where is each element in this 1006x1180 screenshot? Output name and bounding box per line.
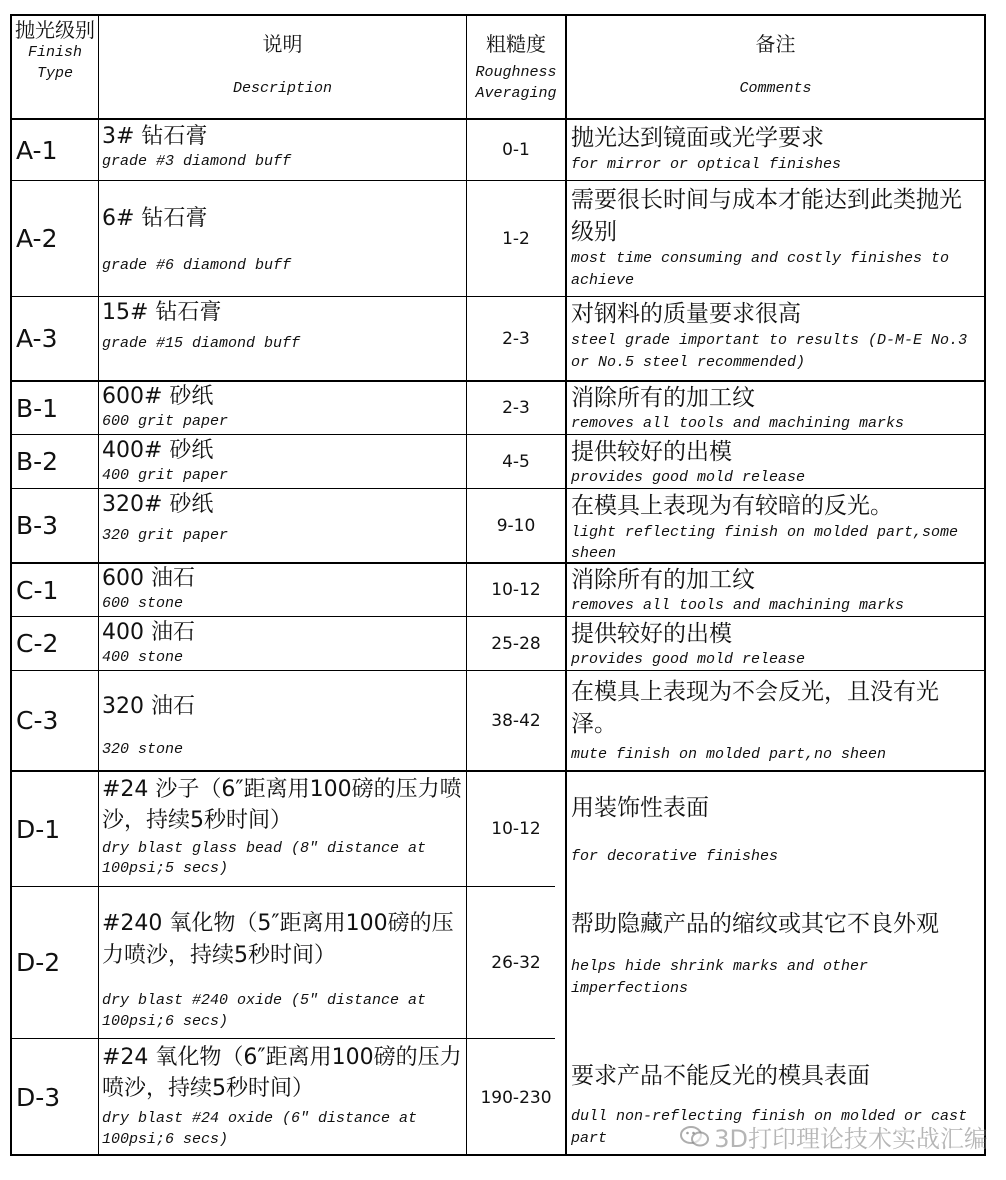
description-en: 320 stone (102, 741, 184, 758)
description-zh: 3# 钻石膏 (102, 124, 208, 149)
roughness-value: 190-230 (480, 1087, 552, 1108)
watermark (680, 1119, 988, 1154)
description-cell (99, 382, 466, 434)
comment-cell (567, 676, 984, 770)
comment-en: for decorative finishes (571, 848, 779, 865)
header-finish-type (12, 18, 98, 118)
description-en: grade #6 diamond buff (102, 257, 292, 274)
description-zh: 15# 钻石膏 (102, 300, 222, 325)
description-en: 600 grit paper (102, 413, 229, 430)
description-en: 400 stone (102, 649, 184, 666)
finish-code: B-3 (16, 511, 59, 540)
description-cell (99, 490, 466, 562)
roughness-value: 0-1 (502, 140, 530, 160)
comment-zh: 抛光达到镜面或光学要求 (571, 125, 824, 151)
comment-cell (567, 564, 984, 616)
header-comments-en: Comments (739, 80, 812, 97)
header-roughness (467, 32, 565, 118)
finish-code: C-1 (16, 575, 59, 605)
comment-cell (567, 490, 984, 562)
comment-en: light reflecting finish on molded part,some sheen (571, 524, 959, 562)
comment-en: for mirror or optical finishes (571, 156, 842, 173)
header-comments-zh: 备注 (755, 32, 796, 56)
description-en: grade #15 diamond buff (102, 335, 301, 352)
description-zh: 400 油石 (102, 620, 195, 645)
finish-code: A-1 (16, 135, 58, 165)
roughness-value: 10-12 (491, 819, 541, 839)
description-cell (99, 122, 466, 180)
description-en: 320 grit paper (102, 527, 229, 544)
comment-zh: 消除所有的加工纹 (571, 385, 755, 411)
comment-zh: 提供较好的出模 (571, 621, 732, 647)
finish-code: D-2 (16, 948, 61, 977)
comment-en: most time consuming and costly finishes to achieve (571, 250, 950, 289)
description-zh: #24 氧化物（6″距离用100磅的压力喷沙，持续5秒时间） (102, 1045, 462, 1101)
comment-zh: 消除所有的加工纹 (571, 567, 755, 593)
description-en: 600 stone (102, 595, 184, 612)
header-description-zh: 说明 (262, 32, 303, 56)
finish-code: A-3 (16, 324, 58, 353)
description-zh: 320 油石 (102, 694, 195, 719)
finish-code: D-1 (16, 814, 61, 844)
comment-zh: 对钢料的质量要求很高 (571, 301, 801, 327)
roughness-value: 2-3 (502, 398, 530, 418)
header-finish-type-zh: 抛光级别 (15, 18, 95, 42)
description-cell (99, 564, 466, 616)
finish-code: C-2 (16, 629, 59, 658)
comment-en: steel grade important to results (D-M-E No.3 or No.5 steel recommended) (571, 332, 968, 371)
comment-en: helps hide shrink marks and other imperfections (571, 958, 869, 997)
description-zh: #240 氧化物（5″距离用100磅的压力喷沙，持续5秒时间） (102, 911, 454, 968)
description-zh: 600# 砂纸 (102, 384, 214, 409)
header-description (99, 32, 466, 118)
roughness-value: 4-5 (502, 451, 530, 472)
header-roughness-zh: 粗糙度 (486, 32, 546, 56)
description-en: dry blast glass bead (8″ distance at 100psi;5 secs) (102, 840, 427, 877)
comment-zh: 要求产品不能反光的模具表面 (571, 1063, 870, 1089)
finish-code: B-2 (16, 447, 59, 476)
header-roughness-en-2: Averaging (475, 85, 557, 102)
header-finish-type-en-1: Finish (27, 44, 82, 61)
roughness-value: 26-32 (491, 952, 541, 973)
polish-grade-table (10, 14, 986, 1156)
comment-en: provides good mold release (571, 469, 806, 486)
header-roughness-en-1: Roughness (475, 64, 557, 81)
comment-en: mute finish on molded part,no sheen (571, 746, 887, 763)
finish-code: B-1 (16, 393, 59, 423)
header-description-en: Description (232, 80, 333, 97)
description-zh: #24 沙子（6″距离用100磅的压力喷沙，持续5秒时间） (102, 777, 462, 833)
description-cell (99, 618, 466, 670)
comment-zh: 在模具上表现为有较暗的反光。 (571, 493, 893, 519)
roughness-value: 10-12 (491, 580, 541, 600)
description-zh: 600 油石 (102, 566, 195, 591)
comment-en: removes all tools and machining marks (571, 597, 905, 614)
header-comments (567, 32, 984, 118)
roughness-value: 2-3 (502, 328, 530, 349)
wechat-icon (680, 1125, 710, 1149)
comment-cell (567, 122, 984, 180)
comment-zh: 提供较好的出模 (571, 439, 732, 465)
description-zh: 320# 砂纸 (102, 492, 214, 517)
comment-cell (567, 908, 984, 1048)
description-cell (99, 692, 466, 770)
description-cell (99, 908, 466, 1038)
comment-cell (567, 184, 984, 298)
description-en: dry blast #240 oxide (5″ distance at 100psi;6 secs) (102, 992, 427, 1030)
description-cell (99, 204, 466, 296)
roughness-value: 9-10 (496, 515, 536, 536)
description-en: 400 grit paper (102, 467, 229, 484)
comment-zh: 帮助隐藏产品的缩纹或其它不良外观 (571, 911, 939, 937)
description-zh: 6# 钻石膏 (102, 206, 208, 231)
comment-en: removes all tools and machining marks (571, 415, 905, 432)
description-zh: 400# 砂纸 (102, 438, 214, 463)
description-cell (99, 436, 466, 488)
comment-cell (567, 382, 984, 434)
description-cell (99, 1042, 466, 1156)
comment-cell (567, 792, 984, 892)
description-en: dry blast #24 oxide (6″ distance at 100psi;6 secs) (102, 1110, 418, 1148)
finish-code: D-3 (16, 1083, 61, 1112)
comment-zh: 在模具上表现为不会反光，且没有光泽。 (571, 679, 939, 737)
finish-code: A-2 (16, 224, 58, 253)
roughness-value: 38-42 (491, 710, 541, 731)
description-en: grade #3 diamond buff (102, 153, 292, 170)
roughness-value: 1-2 (502, 228, 530, 249)
comment-cell (567, 618, 984, 670)
comment-zh: 需要很长时间与成本才能达到此类抛光级别 (571, 187, 962, 245)
finish-code: C-3 (16, 706, 59, 735)
comment-zh: 用装饰性表面 (571, 795, 709, 821)
description-cell (99, 298, 466, 380)
description-cell (99, 774, 466, 886)
comment-en: dull non-reflecting finish on molded or cast part (571, 1108, 968, 1147)
header-finish-type-en-2: Type (36, 65, 73, 82)
roughness-value: 25-28 (491, 633, 541, 654)
comment-en: provides good mold release (571, 651, 806, 668)
comment-cell (567, 298, 984, 380)
comment-cell (567, 436, 984, 488)
watermark-text: 3D打印理论技术实战汇编 (714, 1125, 988, 1153)
